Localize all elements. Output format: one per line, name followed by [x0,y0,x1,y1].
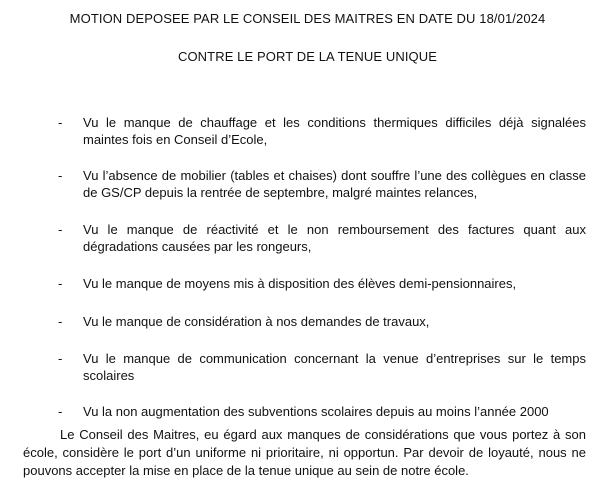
list-item [58,350,586,384]
list-item-text: Vu le manque de communication concernant la venue d’entreprises sur le temps scolaires [83,351,586,383]
list-bullet: - [58,115,63,130]
list-item [58,167,586,201]
list-bullet: - [58,351,63,366]
conclusion-paragraph: Le Conseil des Maitres, eu égard aux manques de considérations que vous portez à son école, considère le port d’un uniforme ni prioritaire, ni opportun. Par devoir de loyauté, nous ne pouvons accepter la mise en place de la tenue unique au sein de notre école. [23,427,586,478]
list-item-text: Vu le manque de considération à nos demandes de travaux, [83,314,430,329]
document-subtitle: CONTRE LE PORT DE LA TENUE UNIQUE [177,49,438,64]
list-bullet: - [58,276,63,291]
list-item-text: Vu le manque de moyens mis à disposition des élèves demi-pensionnaires, [83,276,517,291]
list-item [58,275,586,292]
list-item [58,403,586,420]
document-title: MOTION DEPOSEE PAR LE CONSEIL DES MAITRES EN DATE DU 18/01/2024 [69,11,546,26]
list-bullet: - [58,404,63,419]
list-item [58,313,586,330]
list-bullet: - [58,314,63,329]
list-item-text: Vu le manque de chauffage et les conditions thermiques difficiles déjà signalées maintes fois en Conseil d’Ecole, [83,115,586,147]
list-bullet: - [58,222,63,237]
list-bullet: - [58,168,63,183]
motion-list [58,114,586,439]
list-item-text: Vu l’absence de mobilier (tables et chaises) dont souffre l’une des collègues en classe de GS/CP depuis la rentrée de septembre, malgré maintes relances, [83,168,586,200]
list-item-text: Vu la non augmentation des subventions scolaires depuis au moins l’année 2000 [83,404,549,419]
list-item [58,221,586,255]
list-item [58,114,586,148]
list-item-text: Vu le manque de réactivité et le non remboursement des factures quant aux dégradations causées par les rongeurs, [83,222,586,254]
